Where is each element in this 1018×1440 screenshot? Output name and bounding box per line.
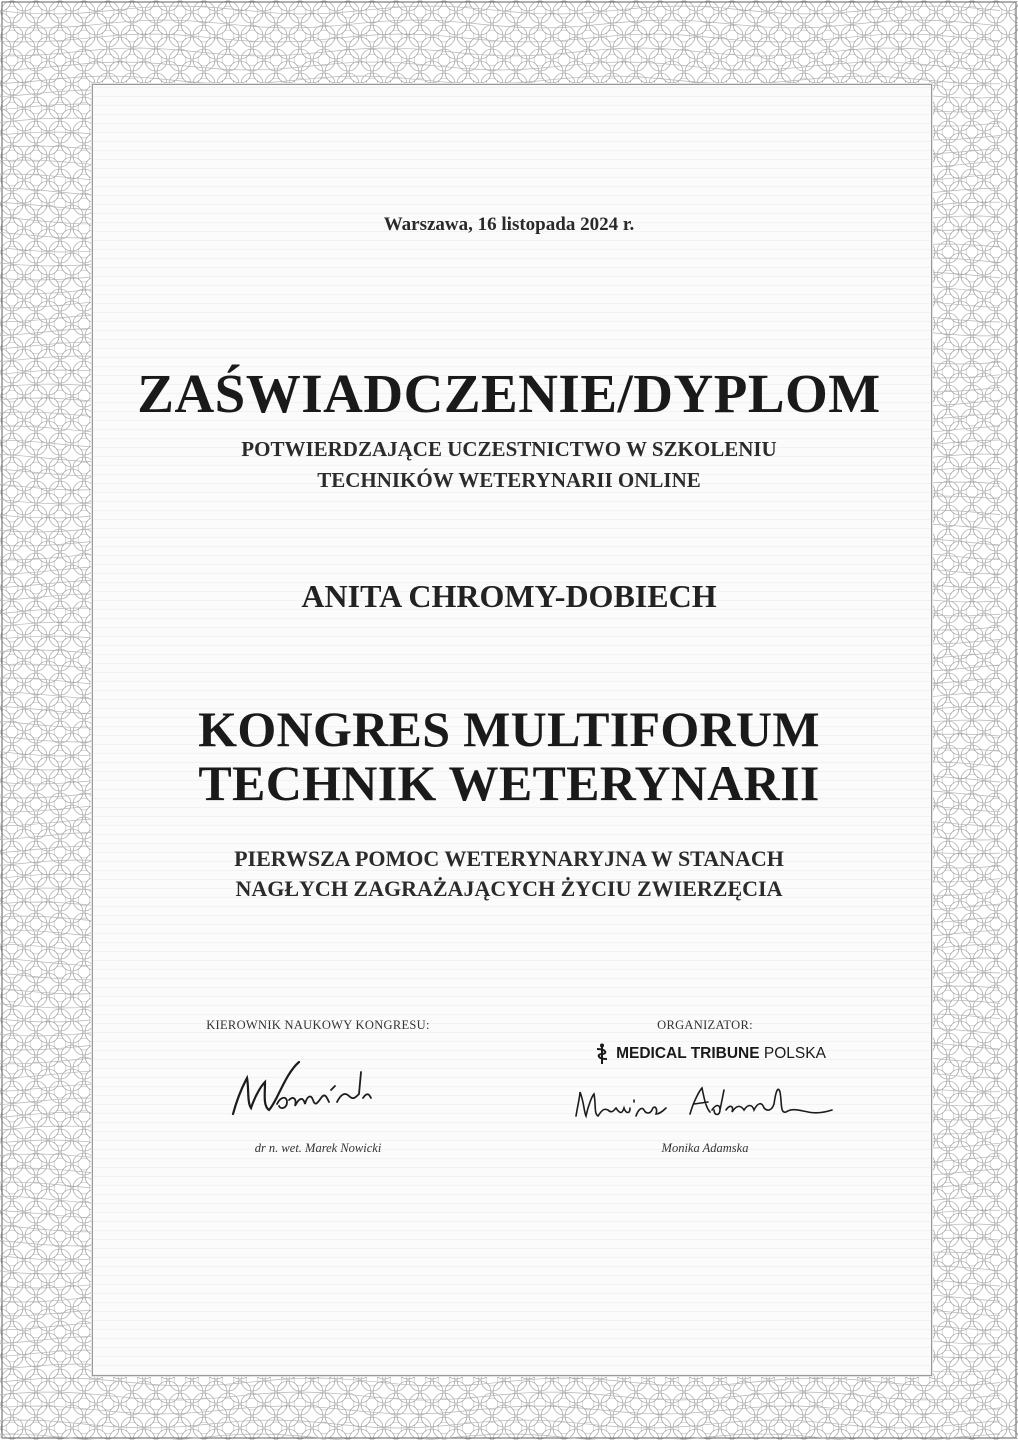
subtitle-line-2: TECHNIKÓW WETERYNARII ONLINE (317, 468, 701, 492)
signature-block-scientific-director (153, 1018, 483, 1155)
signatory-name-organizer: Monika Adamska (661, 1141, 749, 1155)
signature-label-organizer: ORGANIZATOR: (657, 1018, 753, 1032)
event-title-line-1: KONGRES MULTIFORUM (198, 701, 820, 757)
date-line: Warszawa, 16 listopada 2024 r. (383, 214, 635, 235)
logo-brand-text: MEDICAL TRIBUNE (616, 1045, 760, 1062)
recipient-name: ANITA CHROMY-DOBIECH (301, 578, 717, 614)
logo-country-text: POLSKA (763, 1045, 826, 1062)
topic-line-1: PIERWSZA POMOC WETERYNARYJNA W STANACH (234, 846, 784, 871)
subtitle-line-1: POTWIERDZAJĄCE UCZESTNICTWO W SZKOLENIU (241, 437, 777, 461)
caduceus-icon (594, 1043, 610, 1065)
medical-tribune-logo (590, 1042, 830, 1066)
topic-line-2: NAGŁYCH ZAGRAŻAJĄCYCH ŻYCIU ZWIERZĘCIA (235, 876, 783, 901)
signature-nowicki-icon (225, 1052, 405, 1132)
signatory-name-director: dr n. wet. Marek Nowicki (254, 1141, 382, 1155)
signature-label-director: KIEROWNIK NAUKOWY KONGRESU: (206, 1018, 430, 1032)
certificate-title: ZAŚWIADCZENIE/DYPLOM (137, 363, 881, 424)
signature-block-organizer (540, 1018, 870, 1155)
event-title-line-2: TECHNIK WETERYNARII (198, 755, 820, 811)
signature-adamska-icon (568, 1080, 838, 1130)
